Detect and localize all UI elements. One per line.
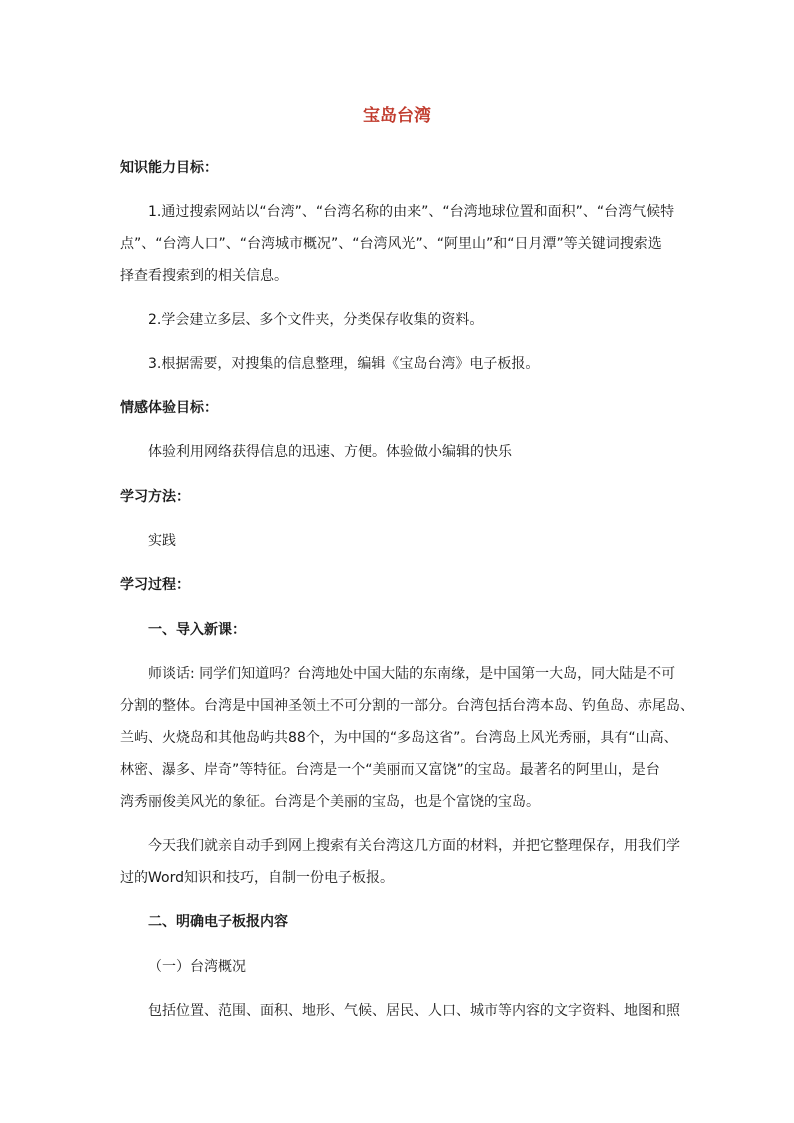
page-title: 宝岛台湾: [363, 106, 431, 126]
step2-subheading: （一）台湾概况: [148, 959, 246, 975]
goal1-item-2: 2.学会建立多层、多个文件夹，分类保存收集的资料。: [148, 312, 484, 328]
step2-heading: 二、明确电子板报内容: [148, 914, 288, 930]
step1-para1-line: 兰屿、火烧岛和其他岛屿共88个，为中国的“多岛这省”。台湾岛上风光秀丽，具有“山高、: [120, 730, 678, 746]
goal1-line: 点”、“台湾人口”、“台湾城市概况”、“台湾风光”、“阿里山”和“日月潭”等关键词搜索选: [120, 236, 662, 252]
goal2-text: 体验利用网络获得信息的迅速、方便。体验做小编辑的快乐: [148, 444, 512, 460]
section-heading-process: 学习过程：: [120, 577, 190, 593]
step1-heading: 一、导入新课：: [148, 622, 246, 638]
section-heading-knowledge-goals: 知识能力目标：: [120, 160, 218, 176]
goal1-item-3: 3.根据需要，对搜集的信息整理，编辑《宝岛台湾》电子板报。: [148, 356, 540, 372]
step2-text: 包括位置、范围、面积、地形、气候、居民、人口、城市等内容的文字资料、地图和照: [148, 1003, 680, 1019]
step1-para2-line: 今天我们就亲自动手到网上搜索有关台湾这几方面的材料，并把它整理保存，用我们学: [148, 838, 680, 854]
goal1-line: 1.通过搜索网站以“台湾”、“台湾名称的由来”、“台湾地球位置和面积”、“台湾气候特: [148, 204, 675, 220]
step1-para2-line: 过的Word知识和技巧，自制一份电子板报。: [120, 870, 394, 886]
step1-para1-line: 湾秀丽俊美风光的象征。台湾是个美丽的宝岛，也是个富饶的宝岛。: [120, 794, 540, 810]
step1-para1-line: 分割的整体。台湾是中国神圣领土不可分割的一部分。台湾包括台湾本岛、钓鱼岛、赤尾岛、: [120, 698, 694, 714]
step1-para1-line: 师谈话: 同学们知道吗？台湾地处中国大陆的东南缘，是中国第一大岛，同大陆是不可: [148, 666, 676, 682]
goal1-line: 择查看搜索到的相关信息。: [120, 268, 288, 284]
step1-para1-line: 林密、瀑多、岸奇”等特征。台湾是一个“美丽而又富饶”的宝岛。最著名的阿里山，是台: [120, 762, 660, 778]
section-heading-emotion-goals: 情感体验目标：: [120, 400, 218, 416]
method-text: 实践: [148, 533, 176, 549]
section-heading-method: 学习方法：: [120, 489, 190, 505]
